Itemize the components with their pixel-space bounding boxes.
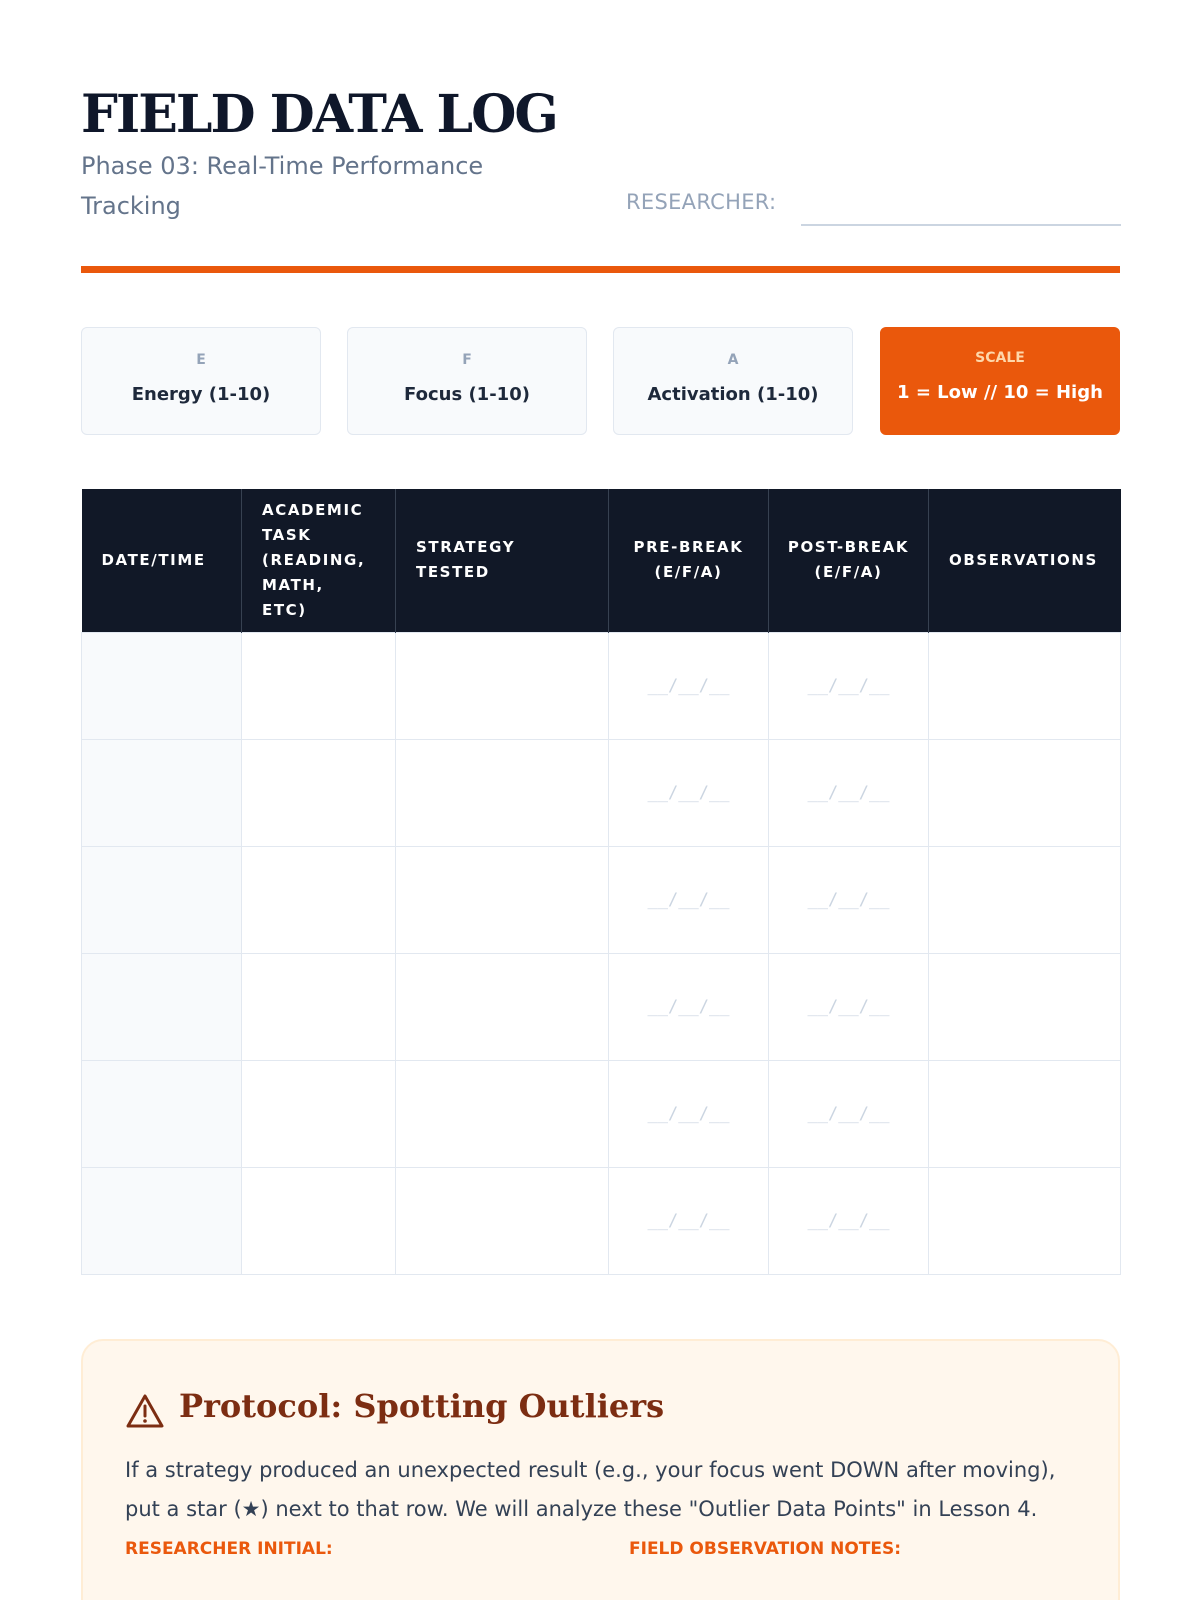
protocol-body: If a strategy produced an unexpected result (e.g., your focus went DOWN after moving), put a star (★) next to that row. We will analyze these "Outlier Data Points" in Lesson 4. bbox=[125, 1458, 1056, 1521]
legend-card-focus bbox=[347, 327, 587, 435]
table-row bbox=[82, 632, 1121, 739]
column-header-pre-break: PRE-BREAK (E/F/A) bbox=[609, 489, 769, 632]
legend-card-energy bbox=[81, 327, 321, 435]
legend-letter: SCALE bbox=[975, 350, 1025, 366]
column-header-observations: OBSERVATIONS bbox=[929, 489, 1121, 632]
efa-slot-placeholder: __/__/__ bbox=[807, 1103, 890, 1124]
observations-cell[interactable] bbox=[929, 953, 1121, 1060]
protocol-title: Protocol: Spotting Outliers bbox=[179, 1387, 665, 1425]
date-time-cell[interactable] bbox=[82, 1060, 242, 1167]
strategy-cell[interactable] bbox=[396, 846, 609, 953]
strategy-cell[interactable] bbox=[396, 1060, 609, 1167]
efa-slot-placeholder: __/__/__ bbox=[807, 1210, 890, 1231]
observations-cell[interactable] bbox=[929, 1060, 1121, 1167]
observations-cell[interactable] bbox=[929, 1167, 1121, 1274]
efa-slot-placeholder: __/__/__ bbox=[807, 996, 890, 1017]
field-log-table bbox=[81, 489, 1121, 1275]
researcher-initial-label: RESEARCHER INITIAL: bbox=[125, 1539, 333, 1559]
post-break-cell[interactable] bbox=[769, 632, 929, 739]
pre-break-cell[interactable] bbox=[609, 953, 769, 1060]
efa-slot-placeholder: __/__/__ bbox=[807, 782, 890, 803]
field-observation-notes-label: FIELD OBSERVATION NOTES: bbox=[629, 1539, 902, 1559]
observations-cell[interactable] bbox=[929, 739, 1121, 846]
efa-slot-placeholder: __/__/__ bbox=[807, 889, 890, 910]
protocol-callout bbox=[81, 1339, 1120, 1600]
table-header-row bbox=[82, 489, 1121, 632]
pre-break-cell[interactable] bbox=[609, 1167, 769, 1274]
header-divider bbox=[81, 266, 1120, 273]
legend-description: 1 = Low // 10 = High bbox=[897, 382, 1103, 403]
post-break-cell[interactable] bbox=[769, 846, 929, 953]
academic-task-cell[interactable] bbox=[242, 1167, 396, 1274]
efa-slot-placeholder: __/__/__ bbox=[647, 1103, 730, 1124]
column-header-strategy-tested: STRATEGY TESTED bbox=[396, 489, 609, 632]
legend-description: Energy (1-10) bbox=[131, 384, 271, 405]
date-time-cell[interactable] bbox=[82, 953, 242, 1060]
pre-break-cell[interactable] bbox=[609, 846, 769, 953]
efa-slot-placeholder: __/__/__ bbox=[647, 782, 730, 803]
column-header-date-time: DATE/TIME bbox=[82, 489, 242, 632]
pre-break-cell[interactable] bbox=[609, 632, 769, 739]
academic-task-cell[interactable] bbox=[242, 739, 396, 846]
legend-letter: A bbox=[727, 352, 739, 368]
legend-card-activation bbox=[613, 327, 853, 435]
legend-letter: F bbox=[462, 352, 472, 368]
table-row bbox=[82, 846, 1121, 953]
date-time-cell[interactable] bbox=[82, 1167, 242, 1274]
page-subtitle: Phase 03: Real-Time Performance Tracking bbox=[81, 152, 484, 220]
post-break-cell[interactable] bbox=[769, 739, 929, 846]
column-header-post-break: POST-BREAK (E/F/A) bbox=[769, 489, 929, 632]
date-time-cell[interactable] bbox=[82, 632, 242, 739]
pre-break-cell[interactable] bbox=[609, 1060, 769, 1167]
warning-triangle-icon bbox=[125, 1393, 165, 1429]
academic-task-cell[interactable] bbox=[242, 846, 396, 953]
legend-letter: E bbox=[196, 352, 206, 368]
strategy-cell[interactable] bbox=[396, 953, 609, 1060]
legend-description: Focus (1-10) bbox=[404, 384, 530, 405]
strategy-cell[interactable] bbox=[396, 739, 609, 846]
efa-slot-placeholder: __/__/__ bbox=[647, 675, 730, 696]
table-row bbox=[82, 739, 1121, 846]
legend-card-scale bbox=[880, 327, 1120, 435]
observations-cell[interactable] bbox=[929, 632, 1121, 739]
academic-task-cell[interactable] bbox=[242, 632, 396, 739]
page-title: FIELD DATA LOG bbox=[81, 84, 557, 145]
legend-description: Activation (1-10) bbox=[647, 384, 819, 405]
post-break-cell[interactable] bbox=[769, 953, 929, 1060]
date-time-cell[interactable] bbox=[82, 739, 242, 846]
observations-cell[interactable] bbox=[929, 846, 1121, 953]
efa-slot-placeholder: __/__/__ bbox=[647, 1210, 730, 1231]
column-header-academic-task: ACADEMIC TASK (READING, MATH, ETC) bbox=[242, 489, 396, 632]
date-time-cell[interactable] bbox=[82, 846, 242, 953]
efa-slot-placeholder: __/__/__ bbox=[647, 889, 730, 910]
table-row bbox=[82, 1060, 1121, 1167]
pre-break-cell[interactable] bbox=[609, 739, 769, 846]
table-row bbox=[82, 953, 1121, 1060]
post-break-cell[interactable] bbox=[769, 1167, 929, 1274]
legend-row bbox=[81, 327, 1120, 435]
researcher-name-field[interactable] bbox=[801, 224, 1121, 226]
efa-slot-placeholder: __/__/__ bbox=[807, 675, 890, 696]
table-row bbox=[82, 1167, 1121, 1274]
efa-slot-placeholder: __/__/__ bbox=[647, 996, 730, 1017]
post-break-cell[interactable] bbox=[769, 1060, 929, 1167]
academic-task-cell[interactable] bbox=[242, 953, 396, 1060]
strategy-cell[interactable] bbox=[396, 1167, 609, 1274]
academic-task-cell[interactable] bbox=[242, 1060, 396, 1167]
strategy-cell[interactable] bbox=[396, 632, 609, 739]
researcher-label: RESEARCHER: bbox=[626, 190, 777, 214]
